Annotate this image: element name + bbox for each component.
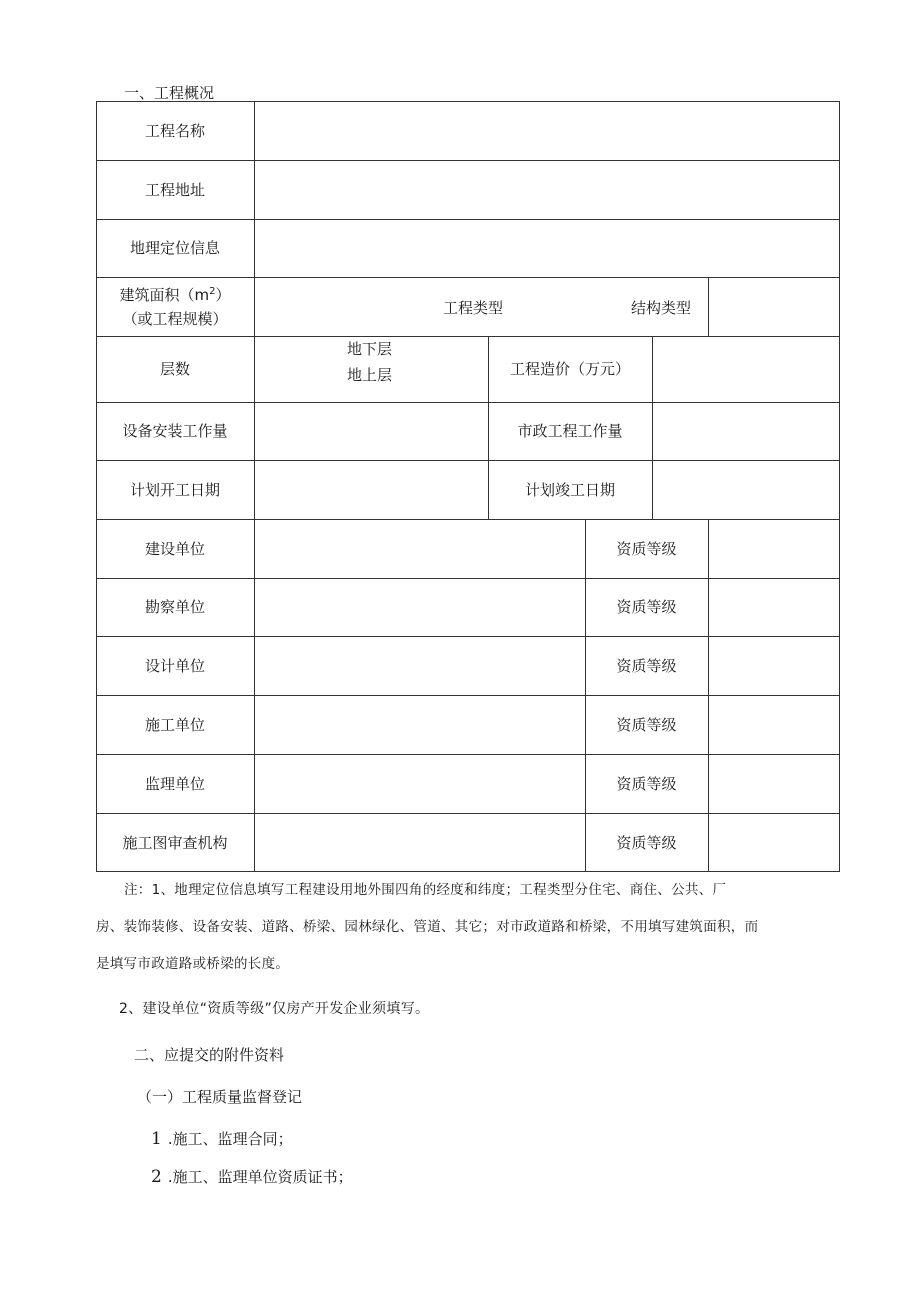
input-project-address[interactable]	[255, 161, 839, 218]
label-qualification: 资质等级	[616, 833, 677, 852]
label-structure-type: 结构类型	[631, 299, 692, 317]
input-equipment-workload[interactable]	[255, 403, 487, 459]
label-qualification: 资质等级	[616, 715, 677, 734]
label-project-address: 工程地址	[144, 180, 205, 199]
input-qualification[interactable]	[709, 579, 839, 635]
label-project-name: 工程名称	[144, 121, 205, 140]
input-project-cost[interactable]	[653, 337, 839, 401]
label-aboveground-floors: 地上层	[347, 366, 393, 384]
label-survey-unit: 勘察单位	[144, 598, 205, 616]
note-2: 2、建设单位“资质等级”仅房产开发企业须填写。	[119, 1001, 430, 1017]
label-floors: 层数	[159, 360, 190, 378]
item-text: .施工、监理单位资质证书；	[167, 1168, 353, 1186]
label-building-area	[96, 277, 254, 336]
label-municipal-workload: 市政工程工作量	[517, 422, 623, 440]
input-qualification[interactable]	[709, 814, 839, 871]
label-geo-location: 地理定位信息	[129, 239, 220, 257]
label-underground-floors: 地下层	[347, 340, 393, 358]
input-construction-unit[interactable]	[255, 520, 584, 577]
input-supervision-unit[interactable]	[255, 755, 584, 812]
input-survey-unit[interactable]	[255, 579, 584, 635]
note-1-line-2: 房、装饰装修、设备安装、道路、桥梁、园林绿化、管道、其它；对市政道路和桥梁，不用填写建筑面积，而	[96, 919, 759, 935]
input-qualification[interactable]	[709, 755, 839, 812]
input-plan-start-date[interactable]	[255, 461, 487, 518]
item-number: 1	[151, 1129, 162, 1149]
label-design-unit: 设计单位	[144, 656, 205, 675]
area-label-close: ）	[215, 285, 231, 304]
input-plan-end-date[interactable]	[653, 461, 839, 518]
attachment-item-2	[151, 1166, 353, 1187]
label-plan-start-date: 计划开工日期	[129, 480, 220, 499]
item-text: .施工、监理合同；	[167, 1130, 293, 1148]
item-number: 2	[151, 1167, 162, 1187]
subsection-quality-registration: （一）工程质量监督登记	[137, 1088, 303, 1106]
input-qualification[interactable]	[709, 696, 839, 753]
label-construction-unit: 建设单位	[144, 539, 205, 558]
input-qualification[interactable]	[709, 520, 839, 577]
area-label-superscript: 2	[209, 285, 216, 297]
attachment-item-1	[151, 1128, 293, 1149]
area-label-line2: （或工程规模）	[122, 309, 228, 328]
label-drawing-review-agency: 施工图审查机构	[122, 833, 228, 852]
label-qualification: 资质等级	[616, 656, 677, 675]
input-geo-location[interactable]	[255, 220, 839, 276]
input-municipal-workload[interactable]	[653, 403, 839, 459]
label-supervision-unit: 监理单位	[144, 774, 205, 793]
note-1-line-1: 注：1、地理定位信息填写工程建设用地外围四角的经度和纬度；工程类型分住宅、商住、公共、厂	[124, 882, 727, 898]
input-contractor-unit[interactable]	[255, 696, 584, 753]
area-label-text: 建筑面积（m	[119, 285, 210, 304]
note-1-line-3: 是填写市政道路或桥梁的长度。	[96, 956, 290, 972]
label-plan-end-date: 计划竣工日期	[524, 480, 615, 499]
label-qualification: 资质等级	[616, 539, 677, 558]
label-project-type: 工程类型	[443, 299, 504, 317]
label-equipment-workload: 设备安装工作量	[122, 422, 228, 440]
input-qualification[interactable]	[709, 637, 839, 694]
label-qualification: 资质等级	[616, 774, 677, 793]
input-structure-type[interactable]	[709, 278, 839, 335]
input-design-unit[interactable]	[255, 637, 584, 694]
section-title-overview: 一、工程概况	[124, 84, 215, 102]
input-project-name[interactable]	[255, 102, 839, 159]
label-project-cost: 工程造价（万元）	[509, 360, 630, 378]
label-qualification: 资质等级	[616, 598, 677, 616]
input-drawing-review-agency[interactable]	[255, 814, 584, 871]
section-title-attachments: 二、应提交的附件资料	[134, 1046, 285, 1064]
label-contractor-unit: 施工单位	[144, 715, 205, 734]
